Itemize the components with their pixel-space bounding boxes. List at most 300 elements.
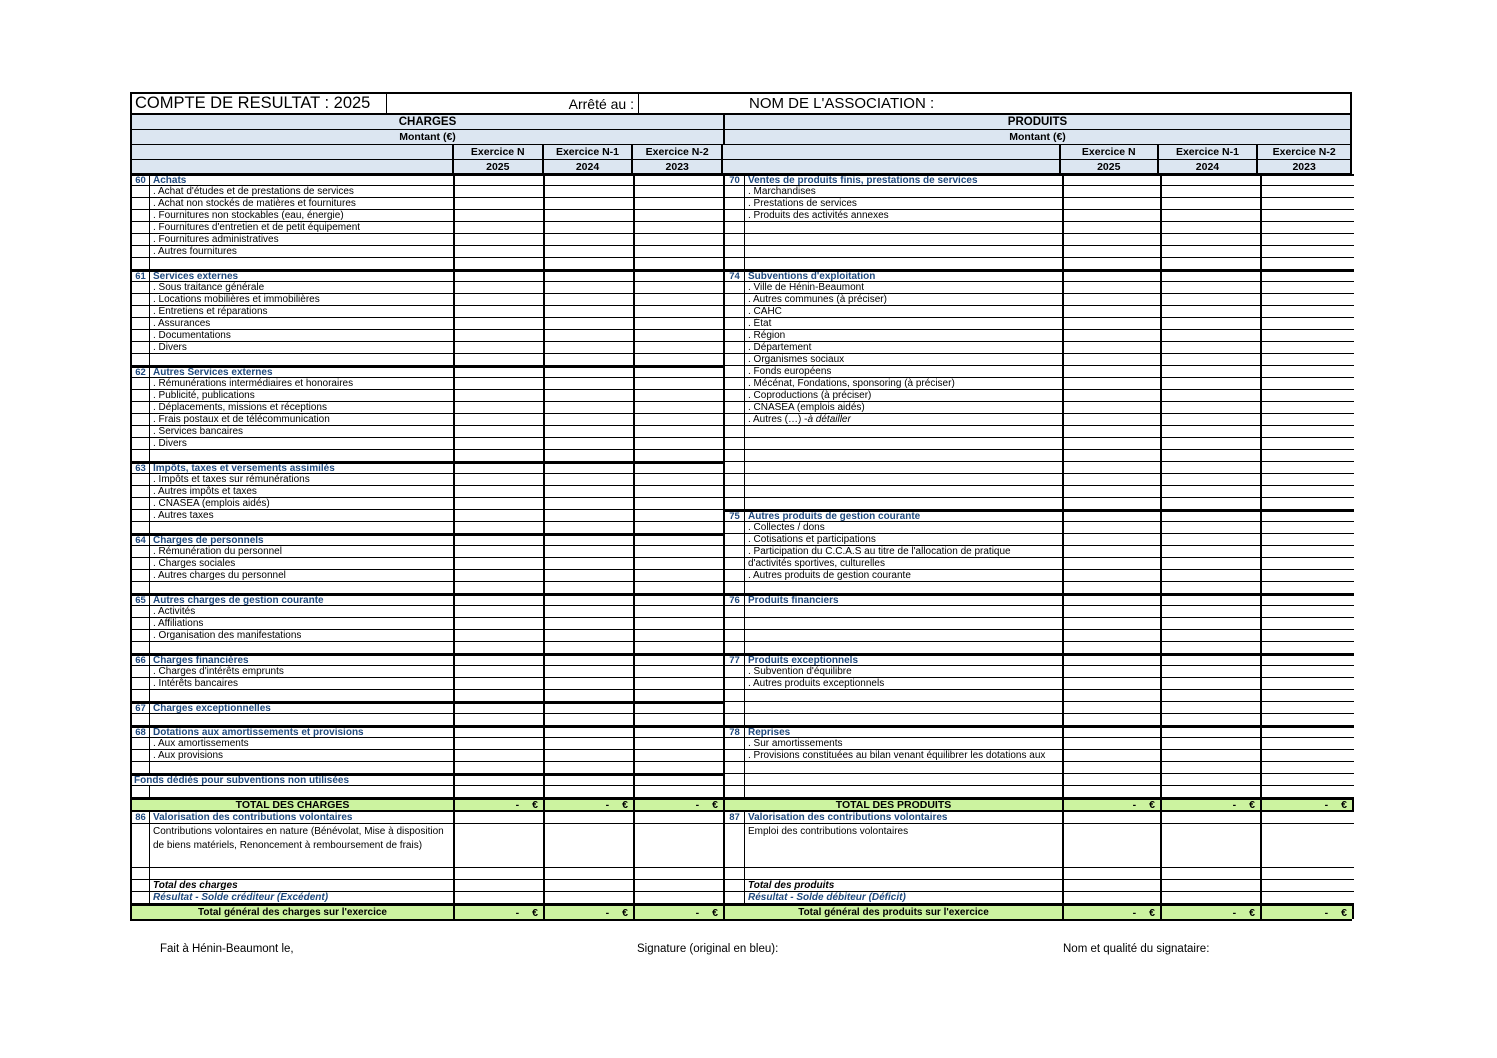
amount-cell[interactable] [455,176,545,185]
amount-cell[interactable] [635,522,725,533]
amount-cell[interactable] [1064,812,1162,823]
amount-cell[interactable] [545,342,635,353]
amount-cell[interactable] [455,450,545,461]
amount-cell[interactable] [545,246,635,257]
amount-cell[interactable] [1064,512,1162,521]
amount-cell[interactable] [1064,306,1162,317]
amount-cell[interactable] [455,824,545,867]
amount-cell[interactable] [1162,714,1262,725]
amount-cell[interactable] [455,402,545,413]
amount-cell[interactable] [1262,342,1354,353]
amount-cell[interactable] [545,596,635,605]
amount-cell[interactable] [1262,570,1354,581]
amount-cell[interactable] [1064,354,1162,365]
amount-cell[interactable] [1064,690,1162,701]
amount-cell[interactable] [635,368,725,377]
amount-cell[interactable] [1162,892,1262,903]
amount-cell[interactable] [455,714,545,725]
amount-cell[interactable] [1162,330,1262,341]
amount-cell[interactable] [1064,728,1162,737]
amount-cell[interactable] [1262,546,1354,557]
amount-cell[interactable] [1162,272,1262,281]
amount-cell[interactable] [1262,762,1354,773]
amount-cell[interactable] [1262,222,1354,233]
amount-cell[interactable] [1262,690,1354,701]
amount-cell[interactable] [1262,198,1354,209]
amount-cell[interactable] [635,762,725,773]
amount-cell[interactable] [635,812,725,823]
amount-cell[interactable] [455,390,545,401]
amount-cell[interactable] [1162,690,1262,701]
amount-cell[interactable] [1162,498,1262,509]
amount-cell[interactable] [1162,282,1262,293]
amount-cell[interactable] [1262,272,1354,281]
amount-cell[interactable] [635,318,725,329]
amount-cell[interactable] [635,666,725,677]
amount-cell[interactable] [635,510,725,521]
amount-cell[interactable] [1064,642,1162,653]
amount-cell[interactable] [1064,774,1162,785]
amount-cell[interactable] [455,426,545,437]
amount-cell[interactable] [1262,880,1354,891]
amount-cell[interactable] [635,354,725,365]
amount-cell[interactable] [545,762,635,773]
amount-cell[interactable] [1162,630,1262,641]
amount-cell[interactable] [545,464,635,473]
amount-cell[interactable] [635,498,725,509]
amount-cell[interactable] [635,714,725,725]
amount-cell[interactable] [1262,330,1354,341]
amount-cell[interactable] [1064,246,1162,257]
amount-cell[interactable] [1162,438,1262,449]
amount-cell[interactable] [1262,750,1354,761]
amount-cell[interactable] [1262,728,1354,737]
amount-cell[interactable] [1064,414,1162,425]
amount-cell[interactable] [455,306,545,317]
amount-cell[interactable] [1262,294,1354,305]
amount-cell[interactable] [455,354,545,365]
amount-cell[interactable] [455,342,545,353]
amount-cell[interactable] [1162,390,1262,401]
amount-cell[interactable] [635,582,725,593]
amount-cell[interactable] [455,690,545,701]
amount-cell[interactable] [545,210,635,221]
amount-cell[interactable] [545,198,635,209]
amount-cell[interactable] [455,246,545,257]
amount-cell[interactable] [455,750,545,761]
amount-cell[interactable] [1262,714,1354,725]
amount-cell[interactable] [455,738,545,749]
amount-cell[interactable] [545,426,635,437]
amount-cell[interactable] [1162,738,1262,749]
amount-cell[interactable] [545,656,635,665]
amount-cell[interactable] [1162,570,1262,581]
amount-cell[interactable] [545,558,635,569]
amount-cell[interactable] [455,678,545,689]
amount-cell[interactable] [635,690,725,701]
amount-cell[interactable] [1262,512,1354,521]
amount-cell[interactable] [545,824,635,867]
amount-cell[interactable] [1262,630,1354,641]
amount-cell[interactable] [545,582,635,593]
amount-cell[interactable] [635,176,725,185]
amount-cell[interactable] [545,812,635,823]
amount-cell[interactable] [1162,246,1262,257]
amount-cell[interactable] [1064,498,1162,509]
amount-cell[interactable] [545,728,635,737]
amount-cell[interactable] [545,402,635,413]
amount-cell[interactable] [455,596,545,605]
amount-cell[interactable] [1064,824,1162,867]
amount-cell[interactable] [1162,642,1262,653]
amount-cell[interactable] [455,186,545,197]
amount-cell[interactable] [1162,378,1262,389]
amount-cell[interactable] [1162,558,1262,569]
amount-cell[interactable] [455,618,545,629]
amount-cell[interactable] [1162,426,1262,437]
amount-cell[interactable] [455,880,545,891]
amount-cell[interactable] [1262,868,1354,879]
amount-cell[interactable] [545,776,635,785]
amount-cell[interactable] [545,368,635,377]
amount-cell[interactable] [1262,824,1354,867]
amount-cell[interactable] [1064,546,1162,557]
amount-cell[interactable] [455,728,545,737]
amount-cell[interactable] [1162,762,1262,773]
amount-cell[interactable] [1064,868,1162,879]
amount-cell[interactable] [545,714,635,725]
amount-cell[interactable] [545,378,635,389]
amount-cell[interactable] [1064,750,1162,761]
amount-cell[interactable] [1162,678,1262,689]
amount-cell[interactable] [1162,176,1262,185]
amount-cell[interactable] [545,522,635,533]
amount-cell[interactable] [1064,462,1162,473]
amount-cell[interactable] [1064,702,1162,713]
amount-cell[interactable] [635,464,725,473]
amount-cell[interactable] [1162,774,1262,785]
amount-cell[interactable] [1262,774,1354,785]
amount-cell[interactable] [1162,258,1262,269]
amount-cell[interactable] [635,606,725,617]
amount-cell[interactable] [1064,294,1162,305]
amount-cell[interactable] [635,558,725,569]
amount-cell[interactable] [545,642,635,653]
amount-cell[interactable] [455,486,545,497]
amount-cell[interactable] [545,330,635,341]
amount-cell[interactable] [455,546,545,557]
amount-cell[interactable] [635,536,725,545]
amount-cell[interactable] [635,390,725,401]
amount-cell[interactable] [455,330,545,341]
amount-cell[interactable] [455,522,545,533]
amount-cell[interactable] [1064,656,1162,665]
amount-cell[interactable] [1064,570,1162,581]
amount-cell[interactable] [1064,272,1162,281]
amount-cell[interactable] [635,272,725,281]
amount-cell[interactable] [1262,282,1354,293]
amount-cell[interactable] [635,450,725,461]
amount-cell[interactable] [635,258,725,269]
amount-cell[interactable] [1162,786,1262,797]
amount-cell[interactable] [455,222,545,233]
amount-cell[interactable] [1162,198,1262,209]
amount-cell[interactable] [1262,642,1354,653]
amount-cell[interactable] [455,294,545,305]
amount-cell[interactable] [635,198,725,209]
amount-cell[interactable] [1262,738,1354,749]
amount-cell[interactable] [635,294,725,305]
amount-cell[interactable] [545,272,635,281]
amount-cell[interactable] [1162,824,1262,867]
amount-cell[interactable] [1162,582,1262,593]
amount-cell[interactable] [1064,438,1162,449]
amount-cell[interactable] [1064,234,1162,245]
amount-cell[interactable] [1162,354,1262,365]
amount-cell[interactable] [1064,342,1162,353]
amount-cell[interactable] [455,234,545,245]
amount-cell[interactable] [1162,596,1262,605]
amount-cell[interactable] [1262,378,1354,389]
amount-cell[interactable] [545,510,635,521]
amount-cell[interactable] [635,570,725,581]
amount-cell[interactable] [1262,258,1354,269]
amount-cell[interactable] [1262,656,1354,665]
amount-cell[interactable] [1064,738,1162,749]
amount-cell[interactable] [1162,210,1262,221]
amount-cell[interactable] [635,630,725,641]
amount-cell[interactable] [635,642,725,653]
amount-cell[interactable] [1064,210,1162,221]
amount-cell[interactable] [455,378,545,389]
amount-cell[interactable] [1262,678,1354,689]
amount-cell[interactable] [545,786,635,797]
amount-cell[interactable] [1262,210,1354,221]
amount-cell[interactable] [545,678,635,689]
amount-cell[interactable] [1064,618,1162,629]
amount-cell[interactable] [1064,892,1162,903]
amount-cell[interactable] [545,892,635,903]
amount-cell[interactable] [1064,522,1162,533]
amount-cell[interactable] [1064,714,1162,725]
amount-cell[interactable] [1262,438,1354,449]
amount-cell[interactable] [545,294,635,305]
amount-cell[interactable] [455,536,545,545]
amount-cell[interactable] [635,656,725,665]
amount-cell[interactable] [1262,892,1354,903]
amount-cell[interactable] [635,880,725,891]
amount-cell[interactable] [1162,222,1262,233]
amount-cell[interactable] [455,198,545,209]
amount-cell[interactable] [455,704,545,713]
amount-cell[interactable] [1162,462,1262,473]
amount-cell[interactable] [1162,414,1262,425]
amount-cell[interactable] [1064,558,1162,569]
amount-cell[interactable] [455,776,545,785]
amount-cell[interactable] [1262,582,1354,593]
amount-cell[interactable] [635,750,725,761]
amount-cell[interactable] [1262,702,1354,713]
amount-cell[interactable] [545,666,635,677]
amount-cell[interactable] [1162,702,1262,713]
amount-cell[interactable] [1262,234,1354,245]
amount-cell[interactable] [545,498,635,509]
amount-cell[interactable] [545,438,635,449]
amount-cell[interactable] [1162,868,1262,879]
amount-cell[interactable] [455,318,545,329]
amount-cell[interactable] [455,656,545,665]
amount-cell[interactable] [455,642,545,653]
amount-cell[interactable] [1262,390,1354,401]
amount-cell[interactable] [545,570,635,581]
amount-cell[interactable] [545,750,635,761]
amount-cell[interactable] [545,222,635,233]
amount-cell[interactable] [635,596,725,605]
amount-cell[interactable] [455,498,545,509]
amount-cell[interactable] [455,570,545,581]
amount-cell[interactable] [635,868,725,879]
amount-cell[interactable] [545,450,635,461]
amount-cell[interactable] [1064,666,1162,677]
amount-cell[interactable] [635,414,725,425]
amount-cell[interactable] [1262,318,1354,329]
amount-cell[interactable] [635,234,725,245]
amount-cell[interactable] [1262,522,1354,533]
amount-cell[interactable] [1064,786,1162,797]
amount-cell[interactable] [545,738,635,749]
amount-cell[interactable] [455,272,545,281]
amount-cell[interactable] [1162,618,1262,629]
amount-cell[interactable] [1064,258,1162,269]
amount-cell[interactable] [1262,414,1354,425]
amount-cell[interactable] [1064,486,1162,497]
amount-cell[interactable] [455,438,545,449]
amount-cell[interactable] [1064,426,1162,437]
amount-cell[interactable] [1064,222,1162,233]
amount-cell[interactable] [545,704,635,713]
amount-cell[interactable] [1162,366,1262,377]
amount-cell[interactable] [1162,234,1262,245]
amount-cell[interactable] [1262,354,1354,365]
amount-cell[interactable] [1162,606,1262,617]
amount-cell[interactable] [635,210,725,221]
amount-cell[interactable] [1262,186,1354,197]
amount-cell[interactable] [455,868,545,879]
amount-cell[interactable] [1064,880,1162,891]
amount-cell[interactable] [635,546,725,557]
amount-cell[interactable] [635,342,725,353]
amount-cell[interactable] [635,728,725,737]
amount-cell[interactable] [545,880,635,891]
amount-cell[interactable] [545,390,635,401]
amount-cell[interactable] [1064,678,1162,689]
amount-cell[interactable] [1262,558,1354,569]
amount-cell[interactable] [1162,486,1262,497]
amount-cell[interactable] [1262,666,1354,677]
amount-cell[interactable] [1262,606,1354,617]
amount-cell[interactable] [635,486,725,497]
amount-cell[interactable] [635,222,725,233]
amount-cell[interactable] [455,464,545,473]
amount-cell[interactable] [1262,618,1354,629]
amount-cell[interactable] [545,282,635,293]
amount-cell[interactable] [455,812,545,823]
amount-cell[interactable] [455,368,545,377]
amount-cell[interactable] [455,510,545,521]
amount-cell[interactable] [545,318,635,329]
amount-cell[interactable] [1262,366,1354,377]
amount-cell[interactable] [1162,342,1262,353]
amount-cell[interactable] [455,892,545,903]
amount-cell[interactable] [545,234,635,245]
amount-cell[interactable] [1162,812,1262,823]
amount-cell[interactable] [1064,630,1162,641]
amount-cell[interactable] [455,210,545,221]
amount-cell[interactable] [1064,596,1162,605]
amount-cell[interactable] [1064,474,1162,485]
amount-cell[interactable] [455,606,545,617]
amount-cell[interactable] [1262,426,1354,437]
amount-cell[interactable] [635,282,725,293]
amount-cell[interactable] [635,246,725,257]
amount-cell[interactable] [455,414,545,425]
amount-cell[interactable] [1162,534,1262,545]
amount-cell[interactable] [545,868,635,879]
amount-cell[interactable] [545,354,635,365]
amount-cell[interactable] [1262,402,1354,413]
amount-cell[interactable] [1162,318,1262,329]
amount-cell[interactable] [1064,282,1162,293]
amount-cell[interactable] [455,282,545,293]
amount-cell[interactable] [635,438,725,449]
amount-cell[interactable] [1262,498,1354,509]
amount-cell[interactable] [635,824,725,867]
amount-cell[interactable] [545,546,635,557]
amount-cell[interactable] [635,776,725,785]
amount-cell[interactable] [635,738,725,749]
amount-cell[interactable] [1262,246,1354,257]
amount-cell[interactable] [635,704,725,713]
amount-cell[interactable] [635,378,725,389]
amount-cell[interactable] [1064,318,1162,329]
amount-cell[interactable] [1064,378,1162,389]
amount-cell[interactable] [1064,402,1162,413]
amount-cell[interactable] [455,558,545,569]
amount-cell[interactable] [545,176,635,185]
amount-cell[interactable] [1064,582,1162,593]
amount-cell[interactable] [635,786,725,797]
amount-cell[interactable] [1064,606,1162,617]
amount-cell[interactable] [455,258,545,269]
amount-cell[interactable] [545,306,635,317]
amount-cell[interactable] [545,486,635,497]
amount-cell[interactable] [1064,450,1162,461]
amount-cell[interactable] [455,762,545,773]
amount-cell[interactable] [1064,198,1162,209]
amount-cell[interactable] [455,666,545,677]
amount-cell[interactable] [1162,294,1262,305]
amount-cell[interactable] [1262,176,1354,185]
amount-cell[interactable] [545,536,635,545]
amount-cell[interactable] [1262,596,1354,605]
amount-cell[interactable] [1064,390,1162,401]
amount-cell[interactable] [635,330,725,341]
amount-cell[interactable] [1162,656,1262,665]
amount-cell[interactable] [455,630,545,641]
amount-cell[interactable] [455,786,545,797]
amount-cell[interactable] [1162,666,1262,677]
amount-cell[interactable] [1162,750,1262,761]
